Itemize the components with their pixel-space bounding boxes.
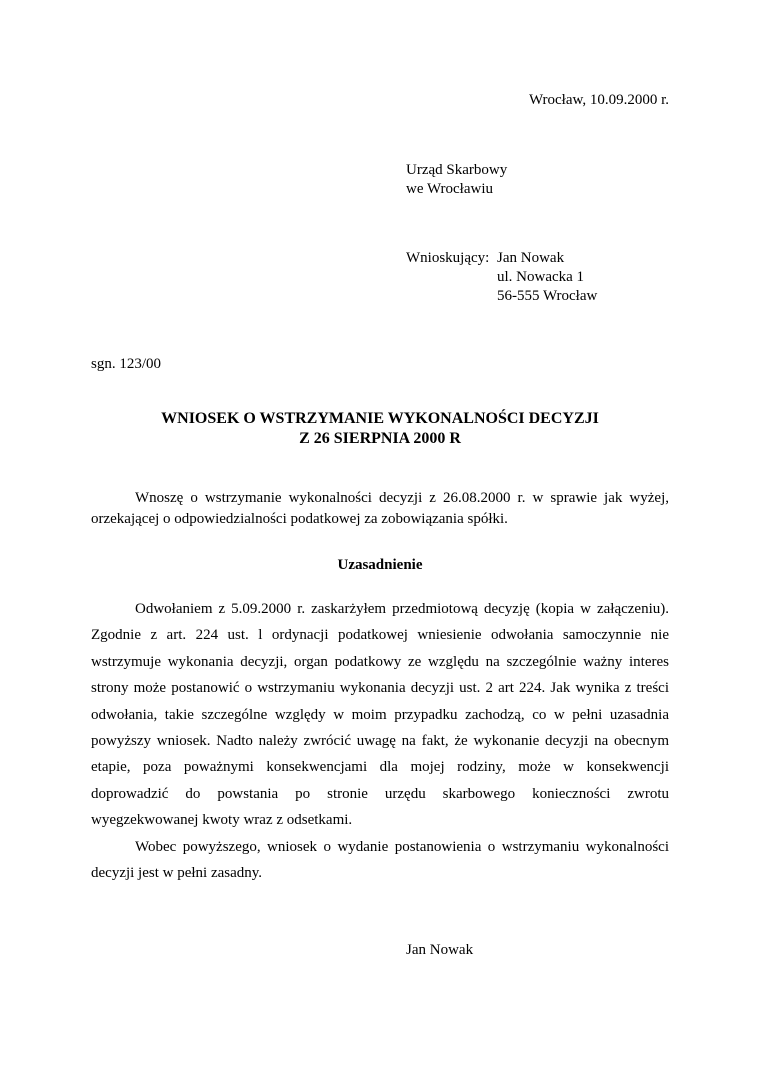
applicant-name: Jan Nowak: [497, 250, 565, 266]
applicant-city: 56-555 Wrocław: [497, 288, 598, 304]
document-title: [91, 409, 669, 449]
title-line-2: Z 26 SIERPNIA 2000 R: [299, 430, 461, 447]
title-line-1: WNIOSEK O WSTRZYMANIE WYKONALNOŚCI DECYZJI: [161, 410, 599, 427]
signature: Jan Nowak: [406, 942, 474, 958]
reference-number: sgn. 123/00: [91, 356, 162, 372]
request-paragraph: Wnoszę o wstrzymanie wykonalności decyzji z 26.08.2000 r. w sprawie jak wyżej, orzekającej o odpowiedzialności podatkowej za zobowiązania spółki.: [91, 490, 669, 527]
justification-heading: Uzasadnienie: [337, 557, 423, 573]
place-and-date: Wrocław, 10.09.2000 r.: [528, 92, 669, 108]
recipient-block: [406, 161, 507, 199]
applicant-block: [406, 249, 597, 306]
recipient-line-2: we Wrocławiu: [406, 181, 494, 197]
justification-paragraph-1: Odwołaniem z 5.09.2000 r. zaskarżyłem przedmiotową decyzję (kopia w załączeniu). Zgodnie z art. 224 ust. l ordynacji podatkowej wniesienie odwołania samoczynnie nie wstrzymuje wykonania decyzji, organ podatkowy ze względu na szczególnie ważny interes strony może postanowić o wstrzymaniu wykonania decyzji ust. 2 art 224. Jak wynika z treści odwołania, takie szczególne względy w moim przypadku zachodzą, co w pełni uzasadnia powyższy wniosek. Nadto należy zwrócić uwagę na fakt, że wykonanie decyzji na obecnym etapie, poza poważnymi konsekwencjami dla mojej rodziny, może w konsekwencji doprowadzić do powstania po stronie urzędu skarbowego konieczności zwrotu wyegzekwowanej kwoty wraz z odsetkami.: [91, 601, 669, 829]
applicant-street: ul. Nowacka 1: [497, 269, 585, 285]
applicant-label: Wnioskujący:: [406, 250, 490, 266]
justification-body: [91, 596, 669, 886]
justification-paragraph-2: Wobec powyższego, wniosek o wydanie postanowienia o wstrzymaniu wykonalności decyzji jest w pełni zasadny.: [91, 838, 669, 882]
recipient-line-1: Urząd Skarbowy: [406, 162, 508, 178]
